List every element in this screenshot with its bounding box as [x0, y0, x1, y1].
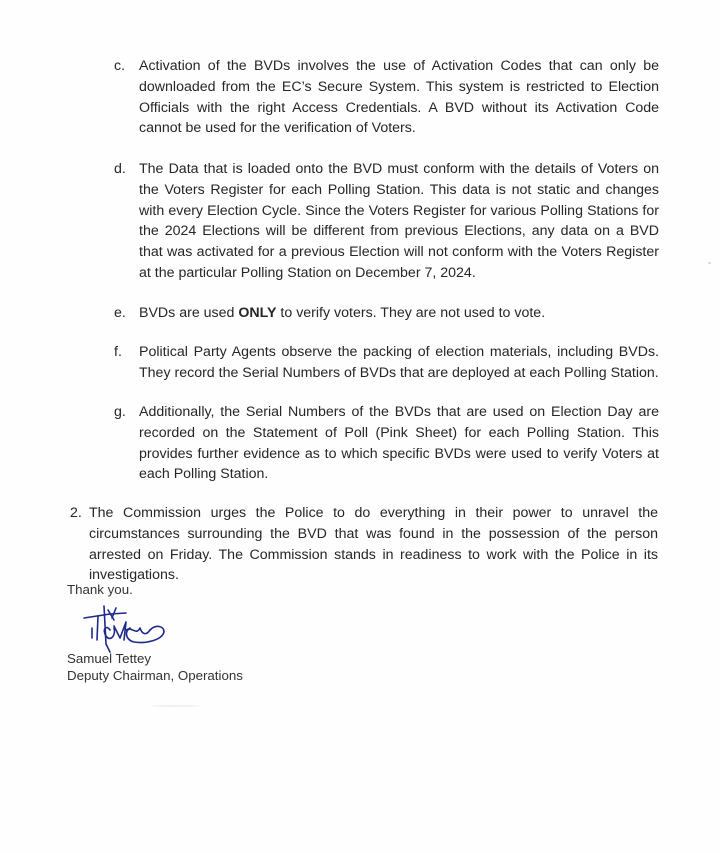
- emphasis-text: ONLY: [238, 305, 277, 321]
- list-marker: 2.: [70, 505, 82, 521]
- closing-text: Thank you.: [67, 582, 133, 597]
- numbered-item-2: [70, 503, 658, 586]
- list-item-text: Political Party Agents observe the packing of election materials, including BVDs. They record the Serial Numbers of BVDs that are deployed at each Polling Station.: [139, 344, 659, 381]
- scan-speck: [708, 262, 711, 264]
- list-item-text: Activation of the BVDs involves the use of Activation Codes that can only be downloaded from the EC’s Secure System. This system is restricted to Election Officials with the right Access Credentials. A BVD without its Activation Code cannot be used for the verification of Voters.: [139, 58, 659, 137]
- list-marker: e.: [114, 305, 126, 321]
- list-item-c: [114, 56, 659, 139]
- signer-title: Deputy Chairman, Operations: [67, 668, 243, 683]
- list-item-g: [114, 402, 659, 485]
- scan-smudge: [150, 705, 200, 707]
- numbered-item-text: The Commission urges the Police to do everything in their power to unravel the circumstances surrounding the BVD that was found in the possession of the person arrested on Friday. The Commission stands in readiness to work with the Police in its investigations.: [89, 505, 658, 584]
- list-marker: d.: [114, 161, 126, 177]
- list-item-text: Additionally, the Serial Numbers of the BVDs that are used on Election Day are recorded on the Statement of Poll (Pink Sheet) for each Polling Station. This provides further evidence as to which specific BVDs were used to verify Voters at each Polling Station.: [139, 404, 659, 483]
- list-marker: c.: [114, 58, 126, 74]
- text-before: BVDs are used: [139, 305, 239, 321]
- list-marker: g.: [114, 404, 126, 420]
- list-item-text: The Data that is loaded onto the BVD must conform with the details of Voters on the Voters Register for each Polling Station. This data is not static and changes with every Election Cycle. Since the Voters Register for various Polling Stations for the 2024 Elections will be different from previous Elections, any data on a BVD that was activated for a previous Election will not conform with the Voters Register at the particular Polling Station on December 7, 2024.: [139, 161, 659, 281]
- text-after: to verify voters. They are not used to vote.: [276, 305, 546, 321]
- signature-icon: [80, 600, 180, 654]
- list-marker: f.: [114, 344, 122, 360]
- signer-name: Samuel Tettey: [67, 651, 152, 666]
- list-item-e: [114, 303, 659, 324]
- list-item-text: [139, 303, 659, 324]
- list-item-f: [114, 342, 659, 384]
- list-item-d: [114, 159, 659, 284]
